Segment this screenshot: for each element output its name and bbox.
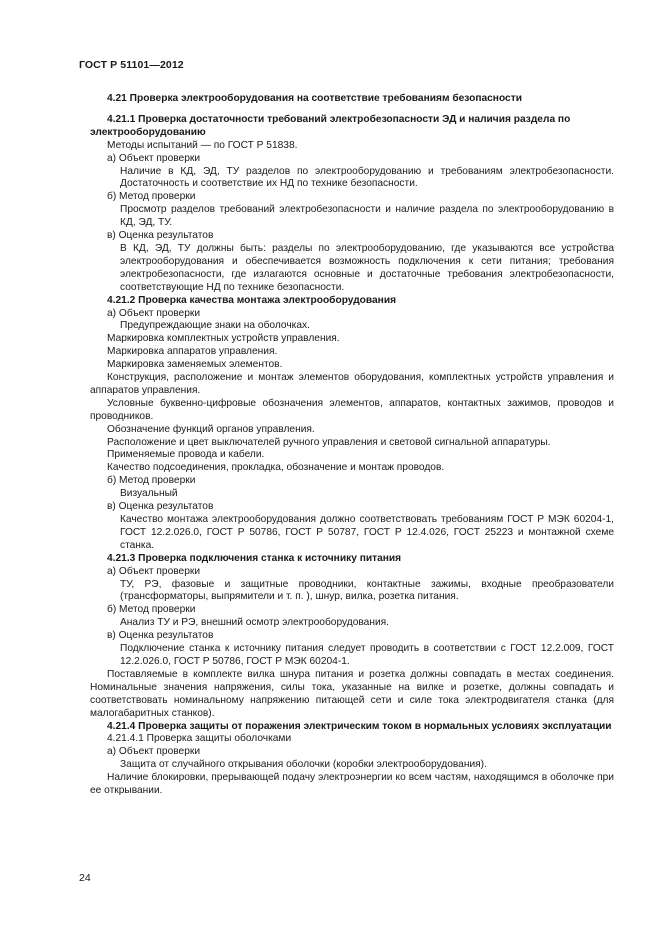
paragraph: Маркировка аппаратов управления. xyxy=(107,346,278,358)
paragraph: Наличие блокировки, прерывающей подачу электроэнергии ко всем частям, находящимся в оболочке при ее открывании. xyxy=(90,772,614,797)
list-item-label: в) Оценка результатов xyxy=(107,230,214,242)
paragraph: Применяемые провода и кабели. xyxy=(107,449,265,461)
list-item-label: в) Оценка результатов xyxy=(107,501,214,513)
list-item-label: в) Оценка результатов xyxy=(107,630,214,642)
subsection-heading-4-21-3: 4.21.3 Проверка подключения станка к источнику питания xyxy=(107,552,402,564)
list-item-label: а) Объект проверки xyxy=(107,565,201,577)
subsection-heading-4-21-1: 4.21.1 Проверка достаточности требований электробезопасности ЭД и наличия раздела по электрооборудованию xyxy=(90,113,571,138)
paragraph: ТУ, РЭ, фазовые и защитные проводники, контактные зажимы, входные преобразователи (трансформаторы, выпрямители и т. п. ), шнур, вилка, розетка питания. xyxy=(120,578,614,603)
list-item-label: б) Метод проверки xyxy=(107,475,196,487)
paragraph: Качество подсоединения, прокладка, обозначение и монтаж проводов. xyxy=(107,462,445,474)
list-item-label: б) Метод проверки xyxy=(107,191,196,203)
paragraph: Подключение станка к источнику питания следует проводить в соответствии с ГОСТ 12.2.009, ГОСТ 12.2.026.0, ГОСТ Р 50786, ГОСТ Р МЭК 60204-1. xyxy=(120,643,614,667)
list-item-label: а) Объект проверки xyxy=(107,746,201,758)
standard-header: ГОСТ Р 51101—2012 xyxy=(79,59,184,71)
paragraph: Маркировка комплектных устройств управления. xyxy=(107,333,340,345)
list-item-label: а) Объект проверки xyxy=(107,152,201,164)
paragraph: Визуальный xyxy=(120,488,178,500)
paragraph: Расположение и цвет выключателей ручного управления и световой сигнальной аппаратуры. xyxy=(107,436,551,448)
paragraph: Конструкция, расположение и монтаж элементов оборудования, комплектных устройств управления и аппаратов управления. xyxy=(90,372,614,396)
section-heading-4-21: 4.21 Проверка электрооборудования на соответствие требованиям безопасности xyxy=(107,93,522,104)
subsection-heading-4-21-4: 4.21.4 Проверка защиты от поражения электрическим током в нормальных условиях эксплуатации xyxy=(107,720,612,732)
paragraph: Защита от случайного открывания оболочки (коробки электрооборудования). xyxy=(120,759,487,771)
paragraph: Качество монтажа электрооборудования должно соответствовать требованиям ГОСТ Р МЭК 60204-1, ГОСТ 12.2.026.0, ГОСТ Р 50786, ГОСТ Р 50787, ГОСТ Р 12.4.026, ГОСТ 25223 и монтажной схеме станка. xyxy=(120,514,614,551)
page-number: 24 xyxy=(79,872,91,884)
paragraph: Условные буквенно-цифровые обозначения элементов, аппаратов, контактных зажимов, проводов и проводников. xyxy=(90,397,614,422)
list-item-label: а) Объект проверки xyxy=(107,307,201,319)
paragraph: Анализ ТУ и РЭ, внешний осмотр электрооборудования. xyxy=(120,617,389,629)
clause-heading-4-21-4-1: 4.21.4.1 Проверка защиты оболочками xyxy=(107,733,292,745)
paragraph: Наличие в КД, ЭД, ТУ разделов по электрооборудованию и требованиям электробезопасности. Достаточность и соответствие их НД по технике безопасности. xyxy=(120,165,614,190)
paragraph: Обозначение функций органов управления. xyxy=(107,423,315,435)
list-item-label: б) Метод проверки xyxy=(107,604,196,616)
paragraph: Просмотр разделов требований электробезопасности и наличие раздела по электрооборудованию в КД, ЭД, ТУ. xyxy=(120,204,614,229)
subsection-heading-4-21-2: 4.21.2 Проверка качества монтажа электрооборудования xyxy=(107,294,397,306)
paragraph: Поставляемые в комплекте вилка шнура питания и розетка должны совпадать в местах соединения. Номинальные значения напряжения, силы тока, указанные на вилке и розетке, должны совпадать и соответствовать номинальному напряжению питающей сети и силе тока электродвигателя станка (для малогабаритных станков). xyxy=(90,668,614,719)
paragraph: В КД, ЭД, ТУ должны быть: разделы по электрооборудованию, где указываются все устройства электрооборудования и обеспечивается возможность подключения к сети питания; требования электробезопасности, где излагаются основные и достаточные требования электробезопасности, соответствующие НД по технике безопасности. xyxy=(120,242,614,293)
paragraph: Предупреждающие знаки на оболочках. xyxy=(120,320,310,332)
paragraph: Маркировка заменяемых элементов. xyxy=(107,359,283,371)
paragraph: Методы испытаний — по ГОСТ Р 51838. xyxy=(107,139,298,151)
page-body xyxy=(90,93,614,798)
